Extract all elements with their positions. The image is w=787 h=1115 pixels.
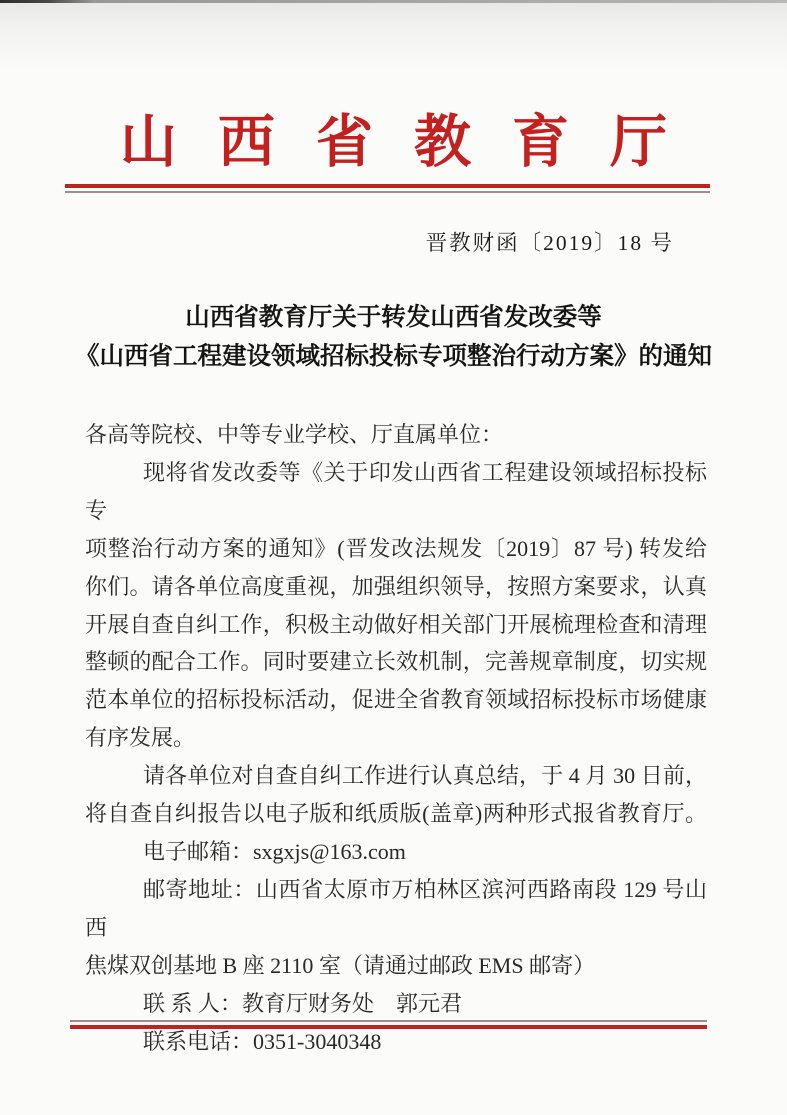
body-line: 开展自查自纠工作，积极主动做好相关部门开展梳理检查和清理	[85, 611, 707, 637]
letterhead-rule-thin	[65, 191, 710, 193]
body-line: 将自查自纠报告以电子版和纸质版(盖章)两种形式报省教育厅。	[85, 801, 707, 827]
body-line: 有序发展。	[85, 725, 196, 751]
scan-top-shading	[0, 0, 787, 72]
notice-title-line2: 《山西省工程建设领域招标投标专项整治行动方案》的通知	[75, 343, 712, 370]
notice-title-line1: 山西省教育厅关于转发山西省发改委等	[185, 304, 602, 331]
body-line: 项整治行动方案的通知》(晋发改法规发〔2019〕87 号) 转发给	[85, 535, 707, 561]
body-line: 范本单位的招标投标活动，促进全省教育领域招标投标市场健康	[85, 687, 707, 713]
body-line: 你们。请各单位高度重视，加强组织领导，按照方案要求，认真	[85, 573, 707, 599]
body-line-address: 邮寄地址：山西省太原市万柏林区滨河西路南段 129 号山西	[85, 876, 707, 940]
body-line-email: 电子邮箱：sxgxjs@163.com	[143, 838, 406, 864]
footer-rule-main	[70, 1025, 707, 1029]
notice-body	[85, 416, 707, 1060]
body-line: 现将省发改委等《关于印发山西省工程建设领域招标投标专	[85, 459, 707, 523]
body-line-salutation: 各高等院校、中等专业学校、厅直属单位：	[85, 422, 504, 447]
body-line: 整顿的配合工作。同时要建立长效机制，完善规章制度，切实规	[85, 649, 707, 675]
letterhead-rule-main	[65, 184, 710, 188]
footer-rule-thin	[70, 1020, 707, 1022]
scan-edge-artifact	[0, 0, 787, 3]
body-line: 请各单位对自查自纠工作进行认真总结，于 4 月 30 日前，	[143, 763, 707, 789]
document-number: 晋教财函〔2019〕18 号	[425, 231, 674, 255]
notice-title	[0, 298, 787, 376]
body-line-contact: 联 系 人：教育厅财务处 郭元君	[143, 990, 463, 1016]
body-line-phone: 联系电话：0351-3040348	[143, 1028, 382, 1054]
body-line-address: 焦煤双创基地 B 座 2110 室（请通过邮政 EMS 邮寄）	[85, 952, 596, 978]
letterhead-agency-name: 山西省教育厅	[119, 111, 709, 174]
